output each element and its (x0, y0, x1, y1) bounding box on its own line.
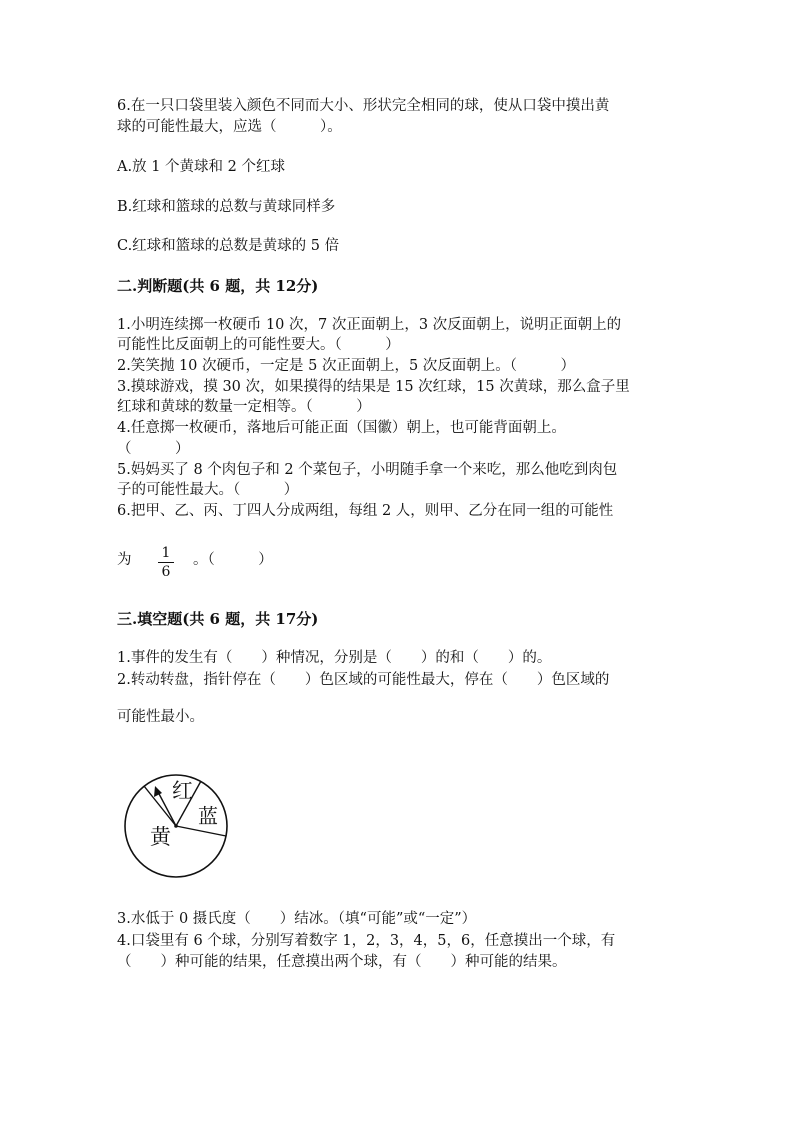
judge-q6-fraction (156, 545, 176, 580)
choice-q6-option-c: C.红球和篮球的总数是黄球的 5 倍 (117, 238, 340, 254)
choice-q6-line2: 球的可能性最大，应选（ ）。 (117, 119, 342, 135)
judge-q4-line1: 4.任意掷一枚硬币，落地后可能正面（国徽）朝上，也可能背面朝上。 (117, 420, 566, 436)
choice-q6-option-a: A.放 1 个黄球和 2 个红球 (117, 159, 285, 175)
fill-q2-line2: 可能性最小。 (117, 709, 204, 725)
choice-q6-option-b: B.红球和篮球的总数与黄球同样多 (117, 199, 336, 215)
fraction-bar (158, 562, 174, 563)
judge-q3-line2: 红球和黄球的数量一定相等。（ ） (117, 399, 371, 415)
judge-q3-line1: 3.摸球游戏，摸 30 次，如果摸得的结果是 15 次红球，15 次黄球，那么盒子里 (117, 379, 630, 395)
spinner-label-blue: 蓝 (198, 804, 218, 828)
fill-q4-line2: （ ）种可能的结果，任意摸出两个球，有（ ）种可能的结果。 (117, 954, 567, 970)
fill-q3: 3.水低于 0 摄氏度（ ）结冰。（填“可能”或“一定”） (117, 911, 477, 927)
section2-heading: 二.判断题(共 6 题，共 12分) (117, 277, 319, 295)
judge-q4-line2: （ ） (117, 441, 190, 457)
spinner-label-red: 红 (172, 779, 193, 803)
judge-q2: 2.笑笑抛 10 次硬币，一定是 5 次正面朝上，5 次反面朝上。（ ） (117, 358, 576, 374)
spinner-pointer-arrowhead (154, 786, 162, 797)
fraction-numerator: 1 (161, 545, 171, 561)
judge-q6-prefix: 为 (117, 552, 132, 568)
judge-q6-suffix: 。（ ） (193, 552, 273, 568)
judge-q5-line2: 子的可能性最大。（ ） (117, 482, 299, 498)
section3-heading: 三.填空题(共 6 题，共 17分) (117, 610, 319, 628)
fraction-denominator: 6 (161, 564, 171, 580)
choice-q6-line1: 6.在一只口袋里装入颜色不同而大小、形状完全相同的球，使从口袋中摸出黄 (117, 98, 610, 114)
judge-q1-line2: 可能性比反面朝上的可能性要大。（ ） (117, 337, 400, 353)
fill-q4-line1: 4.口袋里有 6 个球，分别写着数字 1，2，3，4，5，6，任意摸出一个球，有 (117, 933, 616, 949)
spinner-diagram (120, 770, 232, 882)
judge-q6-line1: 6.把甲、乙、丙、丁四人分成两组，每组 2 人，则甲、乙分在同一组的可能性 (117, 503, 614, 519)
spinner-label-yellow: 黄 (150, 825, 171, 849)
fill-q1: 1.事件的发生有（ ）种情况，分别是（ ）的和（ ）的。 (117, 650, 552, 666)
fill-q2-line1: 2.转动转盘，指针停在（ ）色区域的可能性最大，停在（ ）色区域的 (117, 672, 610, 688)
spinner-center (174, 824, 178, 828)
judge-q5-line1: 5.妈妈买了 8 个肉包子和 2 个菜包子，小明随手拿一个来吃，那么他吃到肉包 (117, 462, 618, 478)
judge-q1-line1: 1.小明连续掷一枚硬币 10 次，7 次正面朝上，3 次反面朝上，说明正面朝上的 (117, 317, 622, 333)
